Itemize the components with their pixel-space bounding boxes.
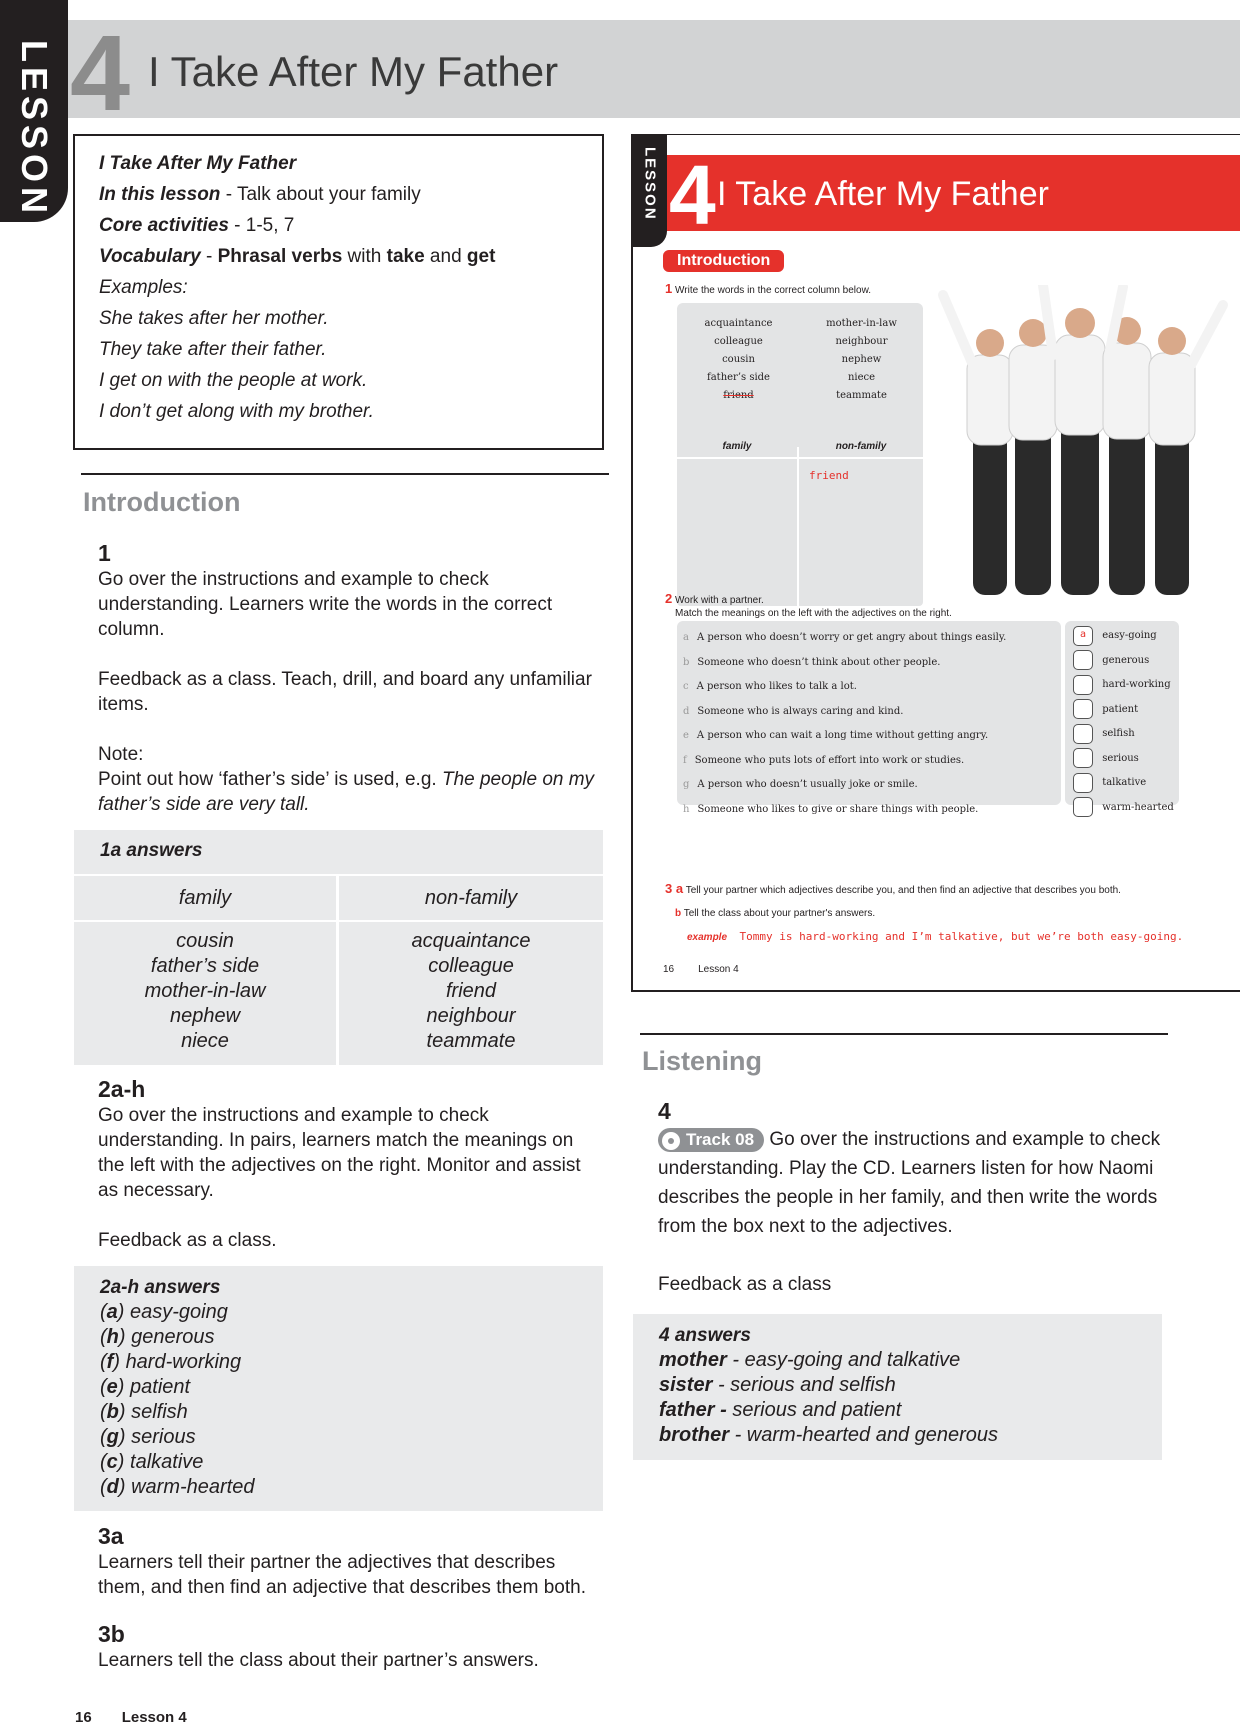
book-intro-pill: Introduction [663,250,784,272]
a2-answers: 2a-h answers (a) easy-going (h) generous (f) hard-working (e) patient (b) selfish (g) serious (c) talkative (d) warm-hearted [74,1266,603,1511]
lesson-header [68,12,1240,133]
lesson-title: I Take After My Father [148,48,559,95]
book-ex2: 2 Work with a partner. Match the meanings on the left with the adjectives on the right. [665,591,952,619]
divider [640,1033,1168,1035]
a1-header-family: family [74,876,336,920]
book-footer: 16 Lesson 4 [663,964,739,975]
lesson-number: 4 [70,12,131,133]
track-badge: Track 08 [658,1128,764,1152]
intro-q2: 2a-h Go over the instructions and example to check understanding. In pairs, learners match the meanings on the left with the adjectives on the right. Monitor and assist as necessary. Feedback as a class. [98,1076,581,1251]
book-col-nonfamily: non-family [799,429,923,457]
listening-q4: 4 Track 08 Go over the instructions and example to check understanding. Play the CD. Learners listen for how Naomi describes the people in her family, and then write the words from the box next to the adjectives. Feedback as a class [658,1098,1161,1295]
book-example: example Tommy is hard-working and I’m talkative, but we’re both easy-going. [687,930,1184,943]
book-nonfamily-area: friend [799,459,923,606]
book-ex3b: b Tell the class about your partner's answers. [675,908,876,919]
a1-title-bar: 1a answers [74,830,603,874]
page-footer: 16 Lesson 4 [75,1709,187,1726]
a4-answers: 4 answers mother - easy-going and talkative sister - serious and selfish father - serious and patient brother - warm-hearted and generous [633,1314,1162,1460]
divider [81,473,609,475]
cd-icon [662,1132,680,1150]
a1-family-list: cousin father’s side mother-in-law nephew niece [74,922,336,1065]
intro-q1: 1 Go over the instructions and example to check understanding. Learners write the words in the correct column. Feedback as a class. Teach, drill, and board any unfamiliar items. Note: Point out how ‘father’s side’ is used, e.g. The people on my father’s side are very tall. [98,540,595,815]
book-meanings: a A person who doesn’t worry or get angry about things easily. b Someone who doesn’t think about other people. c A person who likes to talk a lot. d Someone who is always caring and kind. e A person who can wait a long time without getting angry. f Someone who puts lots of effort into work or studies. g A person who doesn’t usually joke or smile. h Someone who likes to give or share things with people. [677,621,1061,805]
a1-header-nonfamily: non-family [339,876,603,920]
intro-heading: Introduction [83,487,241,517]
lesson-info-box: I Take After My Father In this lesson - Talk about your family Core activities - 1-5, 7 Vocabulary - Phrasal verbs with take and get Examples: She takes after her mother. They take after their father. I get on with the people at work. I don’t get along with my brother. [73,134,604,450]
book-word-box: acquaintance colleague cousin father’s side friend mother-in-law neighbour nephew niece teammate [677,303,923,447]
intro-q3a: 3a Learners tell their partner the adjectives that describes them, and then find an adjective that describes them both. [98,1523,586,1598]
book-ex3: 3 a Tell your partner which adjectives describe you, and then find an adjective that describes you both. [665,881,1121,896]
textbook-page [631,134,1240,992]
book-side-tab: LESSON [633,135,667,247]
group-photo [933,285,1233,615]
listening-heading: Listening [642,1046,762,1076]
book-adjectives: a easy-going generous hard-working patient selfish serious talkative warm-hearted [1065,621,1179,805]
book-family-area [677,459,797,606]
a1-nonfamily-list: acquaintance colleague friend neighbour teammate [339,922,603,1065]
intro-q3b: 3b Learners tell the class about their partner’s answers. [98,1621,539,1671]
book-col-family: family [677,429,797,457]
book-header: 4 I Take After My Father [667,155,1240,231]
book-ex1: 1 Write the words in the correct column below. [665,281,872,296]
lesson-side-tab: LESSON [0,0,68,222]
